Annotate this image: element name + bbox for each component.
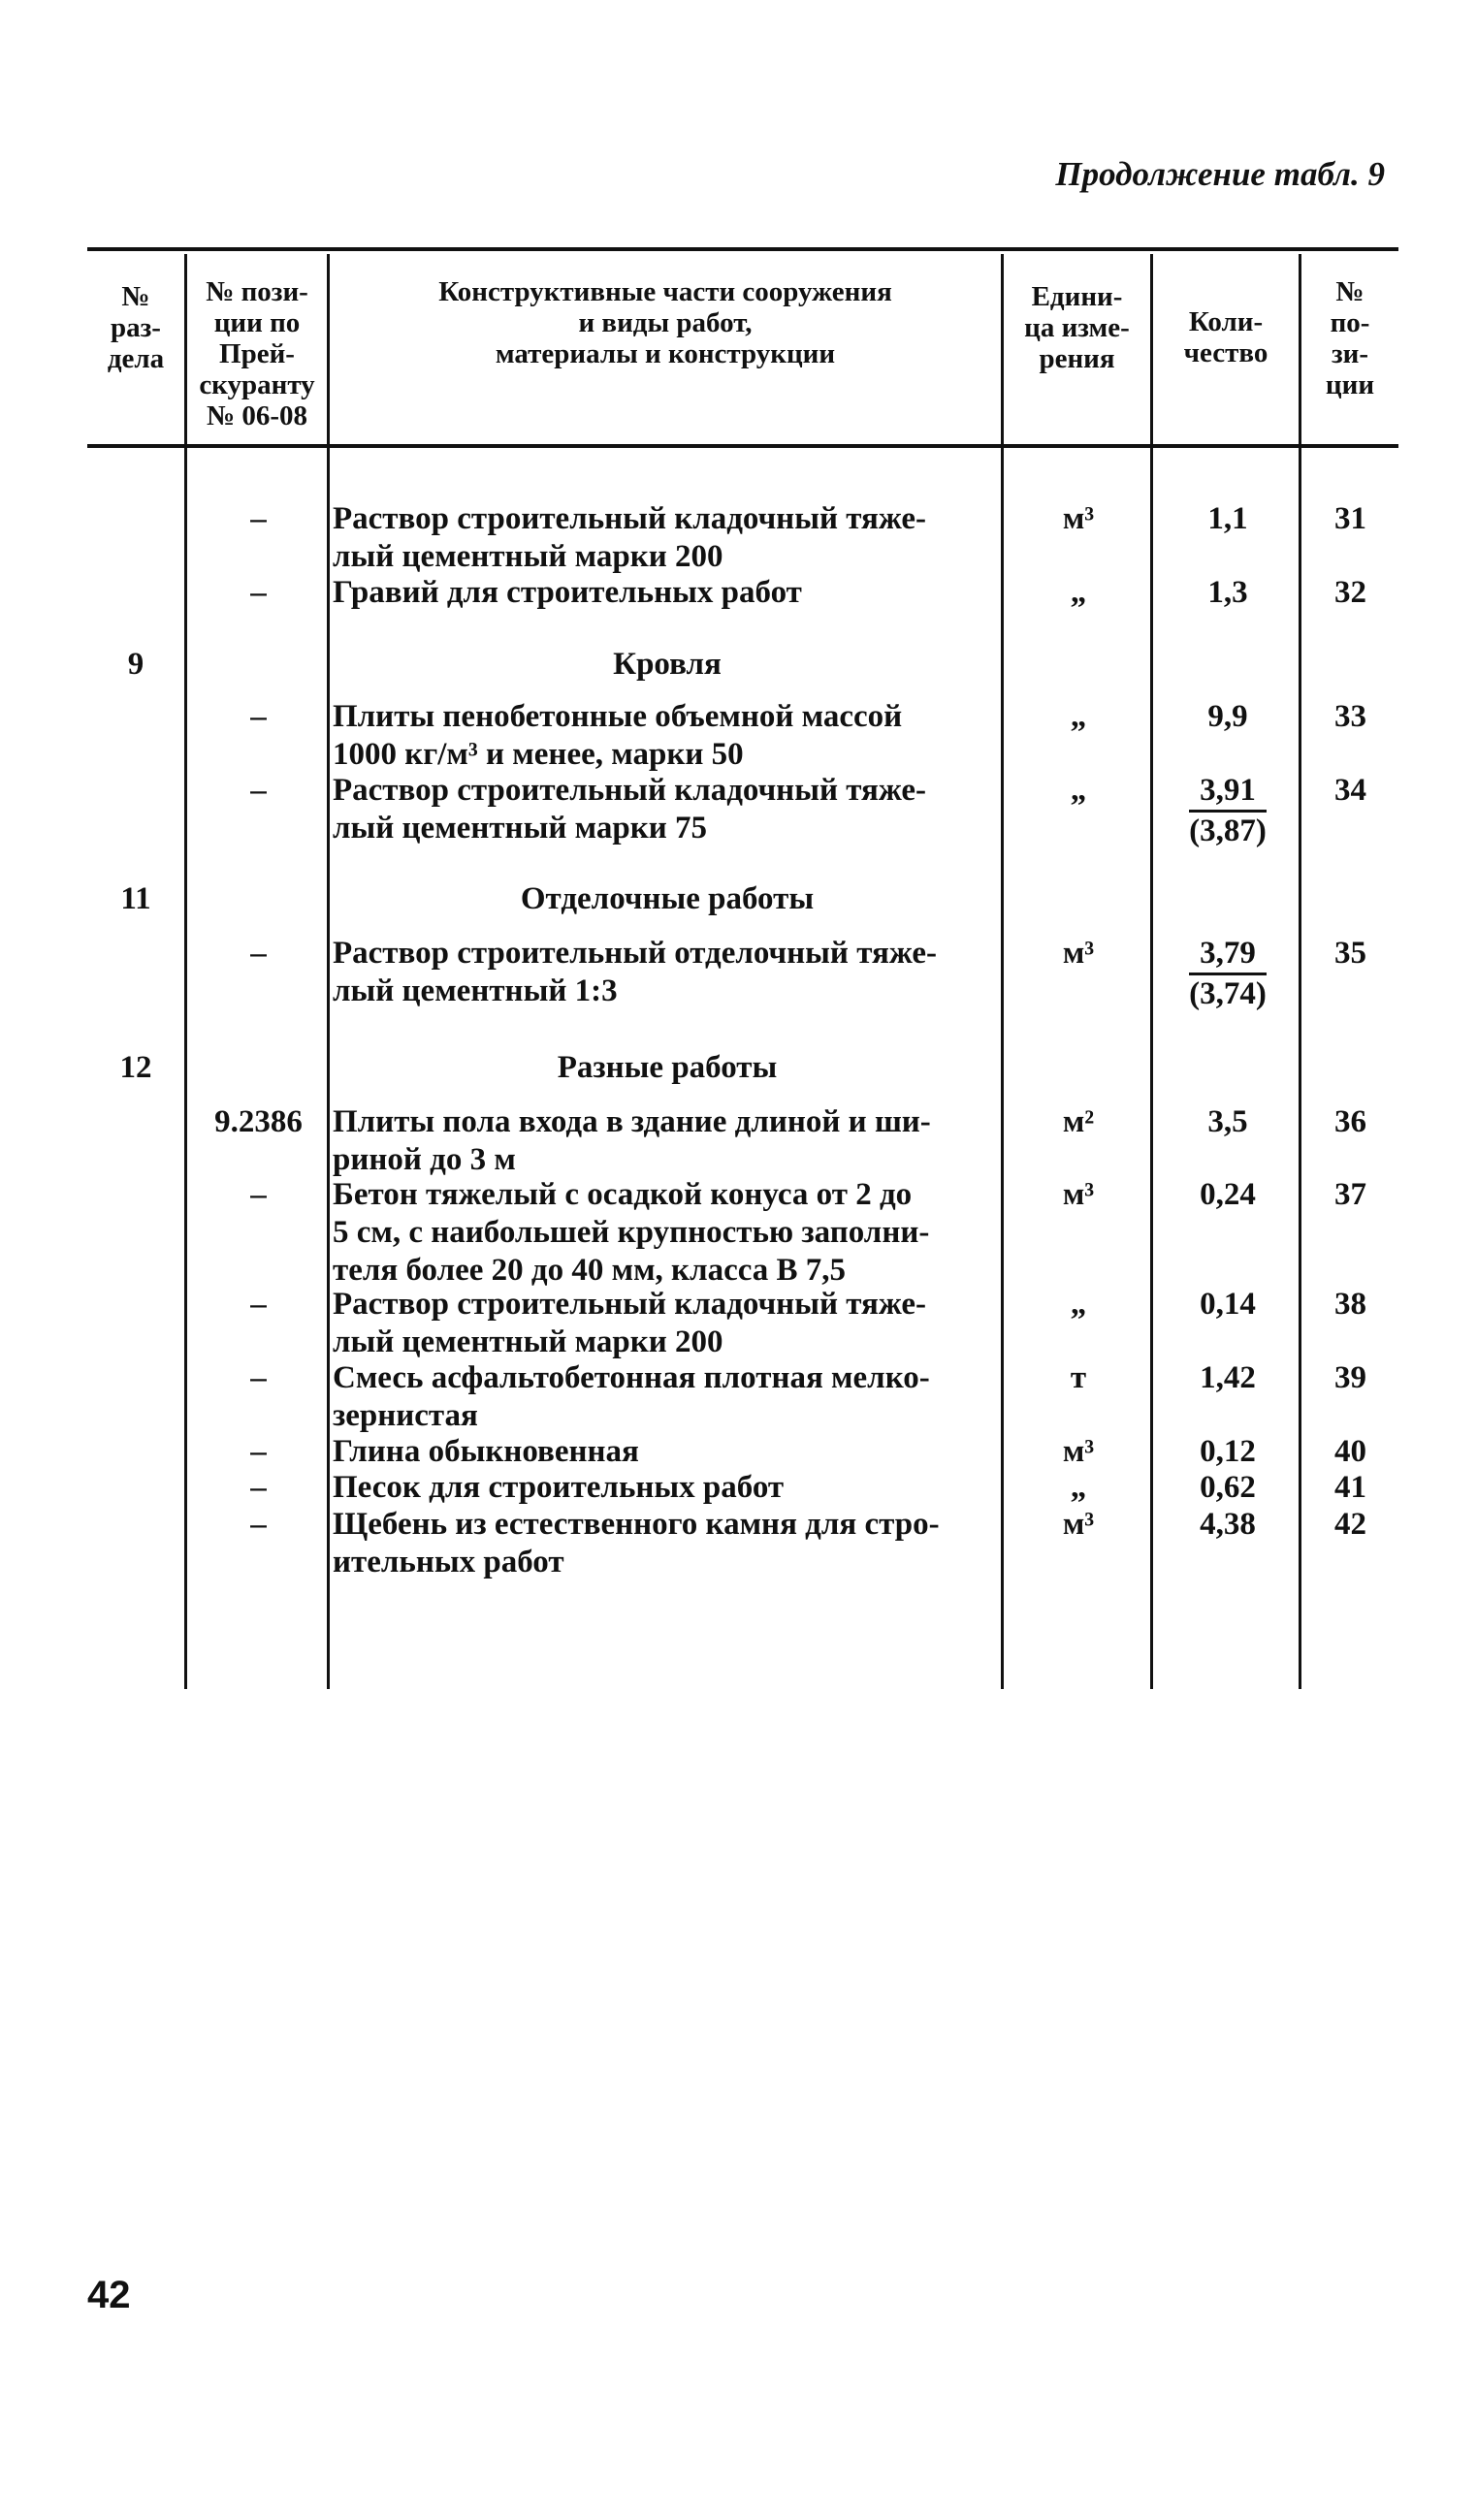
position-cell: –	[250, 1470, 267, 1505]
position-cell: –	[250, 699, 267, 734]
position-number-cell: 39	[1334, 1360, 1366, 1395]
description-cell: Плиты пола входа в здание длиной и ши- риной до 3 м	[333, 1104, 931, 1177]
quantity-cell: 1,1	[1207, 501, 1248, 536]
description-cell: Песок для строительных работ	[333, 1470, 785, 1505]
page-number: 42	[87, 2274, 131, 2316]
description-cell: Раствор строительный кладочный тяже- лый цементный марки 75	[333, 773, 926, 845]
position-cell: –	[250, 1287, 267, 1322]
position-number-cell: 35	[1334, 936, 1366, 971]
description-cell: Бетон тяжелый с осадкой конуса от 2 до 5 см, с наибольшей крупностью заполни- теля более 20 до 40 мм, класса В 7,5	[333, 1177, 930, 1288]
description-cell: Раствор строительный кладочный тяже- лый цементный марки 200	[333, 501, 926, 574]
unit-cell: т	[1070, 1360, 1087, 1395]
unit-cell: м³	[1062, 501, 1095, 536]
position-number-cell: 37	[1334, 1177, 1366, 1212]
position-number-cell: 42	[1334, 1507, 1366, 1542]
unit-cell: „	[1070, 1470, 1087, 1505]
header-position: № пози- ции по Прей- скуранту № 06-08	[199, 276, 315, 431]
position-cell: –	[250, 575, 267, 610]
quantity-fraction: $\frac{3,91}{(3,87)}$	[1189, 773, 1267, 848]
position-cell: –	[250, 501, 267, 536]
description-cell: Раствор строительный отделочный тяже- лый цементный 1:3	[333, 936, 937, 1008]
position-cell: –	[250, 1434, 267, 1469]
table-top-rule	[87, 247, 1398, 251]
position-number-cell: 32	[1334, 575, 1366, 610]
unit-cell: м²	[1062, 1104, 1095, 1139]
unit-cell: м³	[1062, 1507, 1095, 1542]
quantity-cell: 0,12	[1200, 1434, 1256, 1469]
unit-cell: м³	[1062, 936, 1095, 971]
quantity-cell: 9,9	[1207, 699, 1248, 734]
position-cell: –	[250, 1507, 267, 1542]
unit-cell: м³	[1062, 1177, 1095, 1212]
position-number-cell: 33	[1334, 699, 1366, 734]
unit-cell: „	[1070, 773, 1087, 808]
unit-cell: м³	[1062, 1434, 1095, 1469]
description-cell: Глина обыкновенная	[333, 1434, 639, 1469]
quantity-cell: 1,3	[1207, 575, 1248, 610]
header-unit: Едини- ца изме- рения	[1024, 281, 1130, 374]
quantity-cell: 4,38	[1200, 1507, 1256, 1542]
quantity-fraction: $\frac{3,79}{(3,74)}$	[1189, 936, 1267, 1011]
section-heading: Кровля	[613, 647, 722, 682]
position-cell: –	[250, 773, 267, 808]
unit-cell: „	[1070, 575, 1087, 610]
description-cell: Щебень из естественного камня для стро- ительных работ	[333, 1507, 940, 1579]
quantity-cell	[1154, 935, 1301, 1013]
description-cell: Смесь асфальтобетонная плотная мелко- зернистая	[333, 1360, 930, 1433]
section-number: 12	[119, 1050, 152, 1085]
section-heading: Отделочные работы	[520, 881, 815, 916]
quantity-cell: 1,42	[1200, 1360, 1256, 1395]
unit-cell: „	[1070, 1287, 1087, 1322]
section-number: 9	[127, 647, 144, 682]
position-cell: –	[250, 1360, 267, 1395]
quantity-cell: 0,24	[1200, 1177, 1256, 1212]
position-number-cell: 34	[1334, 773, 1366, 808]
position-number-cell: 41	[1334, 1470, 1366, 1505]
quantity-cell: 0,62	[1200, 1470, 1256, 1505]
unit-cell: „	[1070, 699, 1087, 734]
position-cell: 9.2386	[214, 1104, 303, 1139]
description-cell: Раствор строительный кладочный тяже- лый цементный марки 200	[333, 1287, 926, 1359]
position-number-cell: 40	[1334, 1434, 1366, 1469]
header-section: № раз- дела	[107, 281, 165, 374]
position-number-cell: 31	[1334, 501, 1366, 536]
page-title: Продолжение табл. 9	[1055, 155, 1385, 193]
table-header-bottom-rule	[87, 444, 1398, 448]
position-cell: –	[250, 1177, 267, 1212]
description-cell: Плиты пенобетонные объемной массой 1000 кг/м³ и менее, марки 50	[333, 699, 903, 772]
position-number-cell: 36	[1334, 1104, 1366, 1139]
section-heading: Разные работы	[557, 1050, 778, 1085]
quantity-cell: 0,14	[1200, 1287, 1256, 1322]
column-divider-1	[184, 254, 187, 1689]
position-number-cell: 38	[1334, 1287, 1366, 1322]
header-quantity: Коли- чество	[1183, 306, 1268, 368]
description-cell: Гравий для строительных работ	[333, 575, 802, 610]
section-number: 11	[120, 881, 151, 916]
header-description: Конструктивные части сооружения и виды работ, материалы и конструкции	[438, 276, 892, 369]
quantity-cell	[1154, 772, 1301, 850]
quantity-cell: 3,5	[1207, 1104, 1248, 1139]
header-number: № по- зи- ции	[1325, 276, 1375, 400]
position-cell: –	[250, 936, 267, 971]
